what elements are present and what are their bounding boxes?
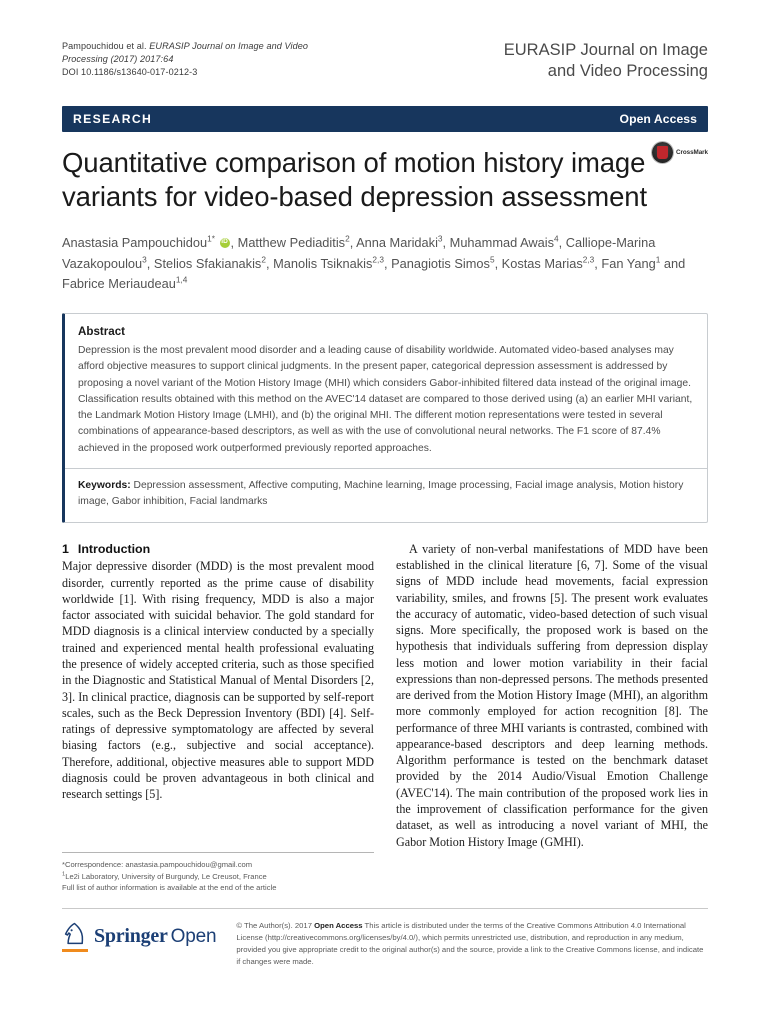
abstract-divider [65,468,707,469]
citation-doi: DOI 10.1186/s13640-017-0212-3 [62,66,198,77]
abstract-heading: Abstract [78,324,126,338]
crossmark-badge-group[interactable] [652,142,708,163]
journal-title-line2: and Video Processing [547,62,708,81]
paragraph: A variety of non-verbal manifestations of MDD have been established in the clinical literature [6, 7]. Some of the visual signs of MDD include head movements, facial expression variability, smiles, and frowns [5]. The present work evaluates the accuracy of automatic, video-based detection of such visual signs. More specifically, the proposed work is based on the hypothesis that individuals suffering from depression display less motion and lower motion variability in their facial expressions than non-depressed persons. The methods presented are derived from the Motion History Image (MHI), an algorithm more commonly employed for action recognition [8]. The performance of three MHI variants is contrasted, combined with appearance-based descriptors and deep learning methods. Algorithm performance is tested on the benchmark dataset provided by the 2014 Audio/Visual Emotion Challenge (AVEC'14). The main contribution of the proposed work lies in the improvement of classification performance for the given dataset, as well as introducing a novel variant of MHI, the Gabor Motion History Image (GMHI). [396,541,708,849]
research-banner [62,106,708,132]
keywords-label: Keywords: [78,479,131,491]
page-footer [62,908,708,968]
copyright-text [236,920,708,968]
abstract-text: Depression is the most prevalent mood disorder and a leading cause of disability worldwide. Automated video-based analyses may afford objective measures to support clinical judgments. In the present paper, categorical depression assessment is addressed by proposing a novel variant of the Motion History Image (MHI) which considers Gabor-inhibited filtered data instead of the original image. Classification results obtained with this method on the AVEC'14 dataset are compared to those derived using (a) an earlier MHI variant, the Landmark Motion History Image (LMHI), and (b) the original MHI. The different motion representations were tested in several combinations of appearance-based descriptors, as well as with the use of convolutional neural networks. The F1 score of 87.4% achieved in the proposed work outperformed previously reported approaches. [78,344,693,454]
section-number: 1 [62,541,69,556]
page-header [62,0,708,82]
springer-wordmark [94,925,216,948]
affiliation-marker: 1 [62,871,66,877]
citation-block [62,40,308,79]
citation-issue: Processing (2017) 2017:64 [62,53,174,64]
column-right [396,541,708,850]
copyright-open-access: Open Access [314,921,363,930]
keywords-row [78,478,694,510]
section-heading-introduction [62,541,374,558]
journal-title-line1: EURASIP Journal on Image [503,41,708,59]
section-title: Introduction [77,541,151,556]
citation-journal: EURASIP Journal on Image and Video [149,41,309,51]
springer-open-logo [62,920,216,951]
citation-authors: Pampouchidou et al. [62,41,147,51]
crossmark-icon[interactable] [652,142,673,163]
page-title: Quantitative comparison of motion history image variants for video-based depression assessment [62,147,647,213]
copyright-prefix: © The Author(s). 2017 [236,921,315,930]
author-list: Anastasia Pampouchidou$^{1*}$ iD , Matthew Pediaditis$^2$, Anna Maridaki$^3$, Muhammad Awais$^4$, Calliope-Marina Vazakopoulou$^3$, Stelios Sfakianakis$^2$, Manolis Tsiknakis$^{2,3}$, Panagiotis Simos$^5$, Kostas Marias$^{2,3}$, Fan Yang$^1$ and Fabrice Meriaudeau$^{1,4}$ [62,233,702,295]
paragraph: Major depressive disorder (MDD) is the most prevalent mood disorder, currently reported as the prime cause of disability worldwide [1]. With rising frequency, MDD is also a major factor associated with suicidal behavior. The gold standard for MDD diagnosis is a clinical interview conducted by a specially trained and experienced mental health professional evaluating the presence of widely accepted criteria, such as those specified in the Diagnostic and Statistical Manual of Mental Disorders [2, 3]. In clinical practice, diagnosis can be supported by self-report scales, such as the Beck Depression Inventory (BDI) [4]. Self-ratings of depressive symptomatology are affected by several biasing factors (e.g., subjective and social acceptance). Therefore, additional, objective measures able to support MDD diagnosis could be proven advantageous in both clinical and research settings [5]. [62,559,374,802]
springer-text: Springer [94,925,168,947]
copyright-body: This article is distributed under the terms of the Creative Commons Attribution 4.0 International License (http://creativecommons.org/licenses/by/4.0/), which permits unrestricted use, distribution, and reproduction in any medium, provided you give appropriate credit to the original author(s) and the source, provide a link to the Creative Commons license, and indicate if changes were made. [236,921,704,966]
article-type-label: RESEARCH [73,112,153,127]
journal-title [504,40,708,82]
abstract-box [62,313,708,523]
crossmark-label: CrossMark [676,149,708,156]
knight-logo-wrap [62,922,88,951]
springer-logo-underline [62,949,88,952]
correspondence-email[interactable]: *Correspondence: anastasia.pampouchidou@gmail.com [62,860,253,869]
author-info-note: Full list of author information is available at the end of the article [62,883,277,893]
keywords-values: Depression assessment, Affective computing, Machine learning, Image processing, Facial image analysis, Motion history image, Gabor inhibition, Facial landmarks [78,479,684,507]
open-access-label: Open Access [619,112,697,127]
correspondence-footnote [62,852,374,894]
column-left [62,541,374,850]
affiliation-text: Le2i Laboratory, University of Burgundy, Le Creusot, France [65,871,267,881]
body-columns [62,541,708,850]
affiliation-line [62,871,374,883]
springer-knight-icon [62,922,88,946]
orcid-icon[interactable] [220,238,230,248]
open-text: Open [170,926,217,947]
